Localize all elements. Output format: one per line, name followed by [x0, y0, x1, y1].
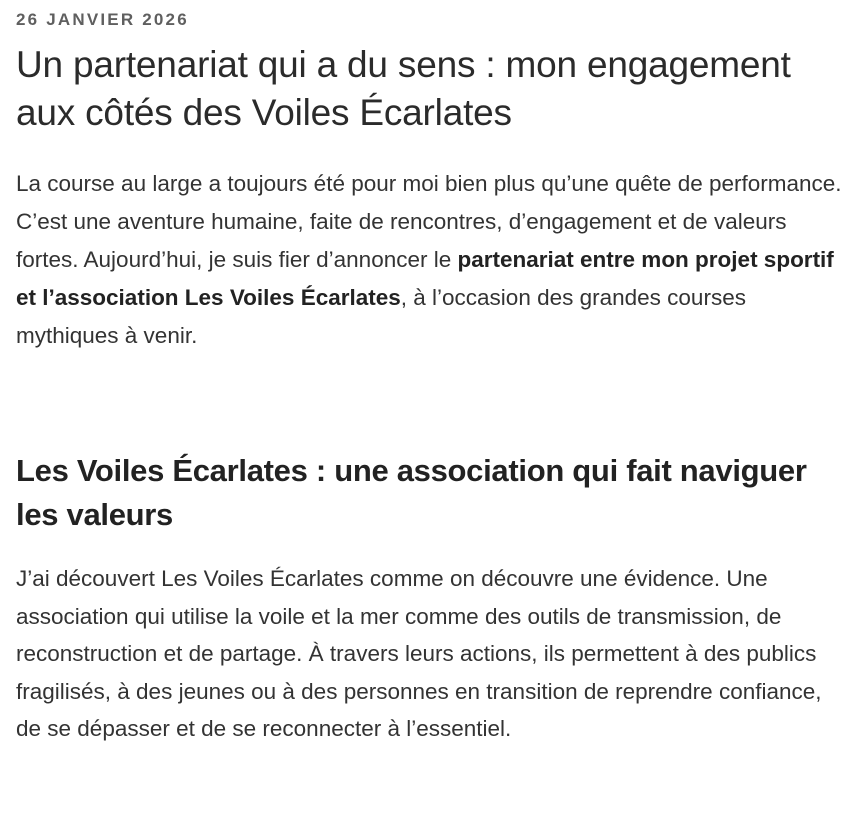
intro-text-before: La course au large a toujours été pour moi bien plus qu’une quête de performance. C’est une aventure humaine, faite de rencontres, d’engagement et de valeurs fortes. Aujourd’hui, je suis fier d’annoncer le — [16, 171, 842, 272]
post-title: Un partenariat qui a du sens : mon engagement aux côtés des Voiles Écarlates — [16, 44, 791, 133]
section-heading: Les Voiles Écarlates : une association qui fait naviguer les valeurs — [16, 453, 807, 532]
intro-bold-partnership: partenariat entre mon projet sportif et l’association Les Voiles Écarlates — [16, 247, 834, 310]
section-paragraph: J’ai découvert Les Voiles Écarlates comme on découvre une évidence. Une association qui utilise la voile et la mer comme des outils de transmission, de reconstruction et de partage. À travers leurs actions, ils permettent à des publics fragilisés, à des jeunes ou à des personnes en transition de reprendre confiance, de se dépasser et de se reconnecter à l’essentiel. — [16, 566, 822, 741]
blog-post — [16, 0, 842, 748]
intro-text-after: , à l’occasion des grandes courses mythiques à venir. — [16, 285, 746, 348]
intro-paragraph — [16, 165, 842, 355]
post-date: 26 JANVIER 2026 — [16, 10, 189, 29]
